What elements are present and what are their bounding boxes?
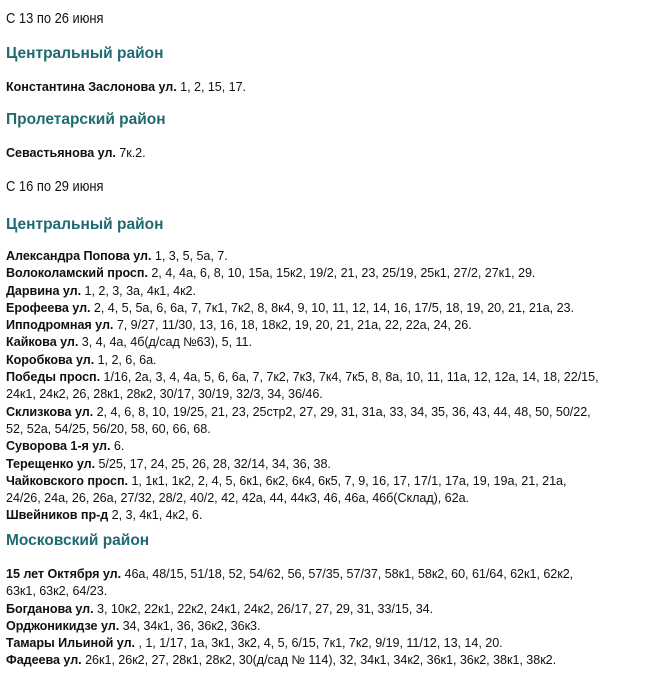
period-heading: С 16 по 29 июня	[6, 178, 104, 195]
street-line	[6, 334, 654, 351]
street-list	[6, 248, 654, 525]
house-numbers: 6.	[110, 439, 125, 454]
street-line	[6, 145, 654, 162]
street-name: Ерофеева ул.	[6, 300, 91, 315]
district-heading: Московский район	[6, 532, 150, 549]
house-numbers: 24/26, 24а, 26, 26а, 27/32, 28/2, 40/2, 42, 42а, 44, 44к3, 46, 46а, 46б(Склад), 62а.	[6, 491, 469, 506]
house-numbers: 2, 4, 5, 5а, 6, 6а, 7, 7к1, 7к2, 8, 8к4, 9, 10, 11, 12, 14, 16, 17/5, 18, 19, 20, 21, 21а, 23.	[90, 300, 574, 315]
street-line	[6, 283, 654, 300]
house-numbers: 5/25, 17, 24, 25, 26, 28, 32/14, 34, 36, 38.	[95, 456, 331, 471]
street-name: Ипподромная ул.	[6, 318, 114, 333]
street-line	[6, 456, 654, 473]
house-numbers: 24к1, 24к2, 26, 28к1, 28к2, 30/17, 30/19, 32/3, 34, 36/46.	[6, 387, 323, 402]
street-line	[6, 300, 654, 317]
street-list	[6, 566, 654, 670]
street-line	[6, 652, 654, 669]
house-numbers: 1/16, 2а, 3, 4, 4а, 5, 6, 6а, 7, 7к2, 7к3, 7к4, 7к5, 8, 8а, 10, 11, 11а, 12, 12а, 14, 18, 22/15,	[100, 370, 599, 385]
house-numbers: 2, 4, 6, 8, 10, 19/25, 21, 23, 25стр2, 27, 29, 31, 31а, 33, 34, 35, 36, 43, 44, 48, 50, 50/22,	[93, 404, 591, 419]
house-numbers: 34, 34к1, 36, 36к2, 36к3.	[119, 618, 261, 633]
house-numbers: 1, 2, 6, 6а.	[94, 352, 157, 367]
house-numbers: 26к1, 26к2, 27, 28к1, 28к2, 30(д/сад № 114), 32, 34к1, 34к2, 36к1, 36к2, 38к1, 38к2.	[81, 653, 557, 668]
street-line	[6, 248, 654, 265]
house-numbers: 3, 10к2, 22к1, 22к2, 24к1, 24к2, 26/17, 27, 29, 31, 33/15, 34.	[93, 601, 434, 616]
street-line	[6, 490, 654, 507]
street-line	[6, 601, 654, 618]
street-line	[6, 421, 654, 438]
street-line	[6, 404, 654, 421]
street-name: Терещенко ул.	[6, 456, 96, 471]
street-line	[6, 473, 654, 490]
house-numbers: 46а, 48/15, 51/18, 52, 54/62, 56, 57/35, 57/37, 58к1, 58к2, 60, 61/64, 62к1, 62к2,	[121, 567, 574, 581]
street-line	[6, 618, 654, 635]
street-name: Константина Заслонова ул.	[6, 80, 177, 94]
street-name: Александра Попова ул.	[6, 249, 152, 263]
house-numbers: 52, 52а, 54/25, 56/20, 58, 60, 66, 68.	[6, 421, 211, 436]
street-line	[6, 352, 654, 369]
street-line	[6, 79, 654, 96]
street-list	[6, 79, 654, 96]
period-heading: С 13 по 26 июня	[6, 10, 104, 27]
house-numbers: 2, 4, 4а, 6, 8, 10, 15а, 15к2, 19/2, 21, 23, 25/19, 25к1, 27/2, 27к1, 29.	[147, 266, 536, 281]
district-heading: Центральный район	[6, 216, 164, 233]
street-line	[6, 265, 654, 282]
street-name: Победы просп.	[6, 370, 101, 385]
street-line	[6, 566, 654, 583]
street-name: 15 лет Октября ул.	[6, 567, 122, 581]
street-line	[6, 635, 654, 652]
district-heading: Пролетарский район	[6, 111, 166, 128]
street-line	[6, 507, 654, 524]
house-numbers: 1, 3, 5, 5а, 7.	[151, 249, 228, 263]
house-numbers: 3, 4, 4а, 4б(д/сад №63), 5, 11.	[78, 335, 252, 350]
house-numbers: 1, 2, 3, 3а, 4к1, 4к2.	[81, 283, 196, 298]
street-name: Волоколамский просп.	[6, 266, 148, 281]
street-name: Дарвина ул.	[6, 283, 82, 298]
house-numbers: 1, 2, 15, 17.	[176, 80, 247, 94]
house-numbers: 1, 1к1, 1к2, 2, 4, 5, 6к1, 6к2, 6к4, 6к5, 7, 9, 16, 17, 17/1, 17а, 19, 19а, 21, 21а,	[128, 473, 567, 488]
house-numbers: 7, 9/27, 11/30, 13, 16, 18, 18к2, 19, 20, 21, 21а, 22, 22а, 24, 26.	[113, 318, 472, 333]
house-numbers: , 1, 1/17, 1а, 3к1, 3к2, 4, 5, 6/15, 7к1, 7к2, 9/19, 11/12, 13, 14, 20.	[135, 636, 503, 651]
street-line	[6, 386, 654, 403]
house-numbers: 63к1, 63к2, 64/23.	[6, 584, 108, 599]
street-name: Севастьянова ул.	[6, 146, 116, 160]
street-line	[6, 438, 654, 455]
street-name: Коробкова ул.	[6, 352, 95, 367]
house-numbers: 7к.2.	[115, 146, 146, 160]
street-name: Швейников пр-д	[6, 508, 109, 523]
street-name: Чайковского просп.	[6, 473, 128, 488]
street-name: Тамары Ильиной ул.	[6, 636, 135, 651]
street-line	[6, 583, 654, 600]
street-line	[6, 369, 654, 386]
street-name: Склизкова ул.	[6, 404, 94, 419]
street-name: Фадеева ул.	[6, 653, 82, 668]
district-heading: Центральный район	[6, 45, 164, 62]
street-name: Богданова ул.	[6, 601, 94, 616]
street-list	[6, 145, 654, 162]
street-name: Суворова 1-я ул.	[6, 439, 111, 454]
street-name: Орджоникидзе ул.	[6, 618, 120, 633]
street-line	[6, 317, 654, 334]
house-numbers: 2, 3, 4к1, 4к2, 6.	[108, 508, 203, 523]
street-name: Кайкова ул.	[6, 335, 79, 350]
